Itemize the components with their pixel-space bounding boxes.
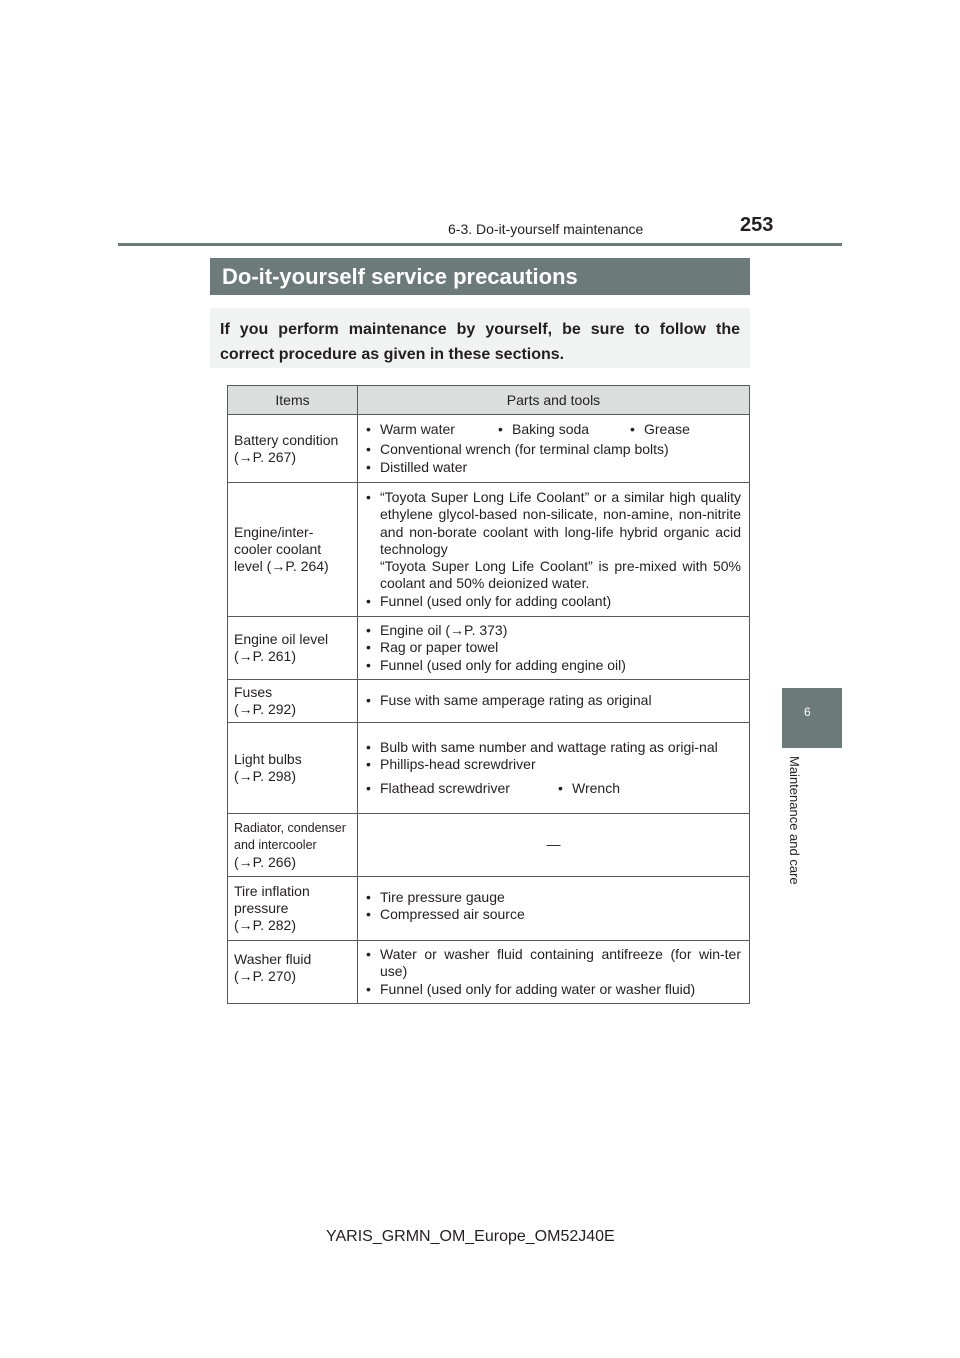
item-ref: (→P. 298) xyxy=(234,768,296,784)
service-items-table xyxy=(227,385,750,1004)
item-cell xyxy=(228,814,358,877)
item-line: pressure xyxy=(234,900,289,916)
table-row xyxy=(228,723,750,814)
page-number: 253 xyxy=(740,214,774,236)
item-cell xyxy=(228,617,358,680)
item-cell xyxy=(228,723,358,814)
table-row xyxy=(228,941,750,1004)
section-header: 6-3. Do-it-yourself maintenance xyxy=(448,221,644,237)
item-line: Light bulbs xyxy=(234,751,302,767)
list-item: • Engine oil (→P. 373) xyxy=(366,622,741,639)
intro-box xyxy=(210,308,750,368)
item-ref: level (→P. 264) xyxy=(234,558,329,574)
not-applicable-dash: — xyxy=(546,836,561,853)
item-line: Fuses xyxy=(234,684,273,700)
parts-cell xyxy=(358,483,750,617)
parts-cell xyxy=(358,723,750,814)
section-title: Do-it-yourself service precautions xyxy=(210,258,750,295)
item-line: Engine/inter- xyxy=(234,524,314,540)
header-parts-and-tools: Parts and tools xyxy=(358,386,750,415)
parts-cell xyxy=(358,814,750,877)
item-ref: (→P. 261) xyxy=(234,648,296,664)
list-item: • Grease xyxy=(630,421,690,438)
item-cell xyxy=(228,415,358,483)
item-cell xyxy=(228,680,358,723)
list-item: • Rag or paper towel xyxy=(366,639,741,656)
item-line: and intercooler xyxy=(234,837,317,852)
item-cell xyxy=(228,877,358,941)
table-row xyxy=(228,814,750,877)
table-row xyxy=(228,877,750,941)
parts-inline xyxy=(366,421,741,438)
parts-inline xyxy=(366,780,741,797)
intro-line-2: correct procedure as given in these sections. xyxy=(220,346,565,363)
intro-line-1: If you perform maintenance by yourself, be sure to follow the xyxy=(220,321,740,338)
item-ref: (→P. 266) xyxy=(234,853,296,870)
list-item: • Tire pressure gauge xyxy=(366,889,741,906)
table-row xyxy=(228,680,750,723)
list-item: • Fuse with same amperage rating as original xyxy=(366,692,741,709)
table-row xyxy=(228,415,750,483)
item-ref: (→P. 267) xyxy=(234,448,296,465)
list-item: • Water or washer fluid containing antifreeze (for win-ter use) xyxy=(366,946,741,981)
list-item: • “Toyota Super Long Life Coolant” or a similar high quality ethylene glycol-based non-silicate, non-amine, non-nitrite and non-borate coolant with long-life hybrid organic acid technology xyxy=(366,489,741,558)
list-item: • Baking soda xyxy=(498,421,630,438)
parts-cell xyxy=(358,877,750,941)
list-item: • Funnel (used only for adding coolant) xyxy=(366,593,741,610)
list-item: • Compressed air source xyxy=(366,906,741,923)
header-items: Items xyxy=(228,386,358,415)
item-line: Engine oil level xyxy=(234,631,329,647)
parts-cell xyxy=(358,617,750,680)
item-line: cooler coolant xyxy=(234,541,322,557)
parts-cell xyxy=(358,941,750,1004)
item-cell xyxy=(228,941,358,1004)
item-ref: (→P. 282) xyxy=(234,917,296,933)
list-item: • Wrench xyxy=(558,780,620,797)
chapter-tab xyxy=(782,688,842,748)
item-line: Tire inflation xyxy=(234,883,310,899)
header-divider xyxy=(118,243,842,246)
list-item: • Funnel (used only for adding engine oil) xyxy=(366,657,741,674)
item-ref: (→P. 292) xyxy=(234,701,296,717)
list-item: • Bulb with same number and wattage rating as origi-nal xyxy=(366,739,741,756)
chapter-number: 6 xyxy=(804,705,811,719)
table-row xyxy=(228,483,750,617)
list-item: • Funnel (used only for adding water or washer fluid) xyxy=(366,981,741,998)
parts-cell xyxy=(358,415,750,483)
list-item: • Warm water xyxy=(366,421,498,438)
list-note: “Toyota Super Long Life Coolant” is pre-mixed with 50% coolant and 50% deionized water. xyxy=(380,558,741,592)
list-item: • Phillips-head screwdriver xyxy=(366,756,741,773)
list-item: • Flathead screwdriver xyxy=(366,780,558,797)
table-row xyxy=(228,617,750,680)
item-line: Radiator, condenser xyxy=(234,820,346,835)
parts-cell xyxy=(358,680,750,723)
table-header-row xyxy=(228,386,750,415)
item-line: Washer fluid xyxy=(234,951,312,967)
item-line: Battery condition xyxy=(234,431,339,448)
item-ref: (→P. 270) xyxy=(234,968,296,984)
chapter-label: Maintenance and care xyxy=(787,756,802,885)
item-cell xyxy=(228,483,358,617)
list-item: • Conventional wrench (for terminal clamp bolts) xyxy=(366,441,741,458)
list-item: • Distilled water xyxy=(366,459,741,476)
document-code: YARIS_GRMN_OM_Europe_OM52J40E xyxy=(326,1228,615,1245)
